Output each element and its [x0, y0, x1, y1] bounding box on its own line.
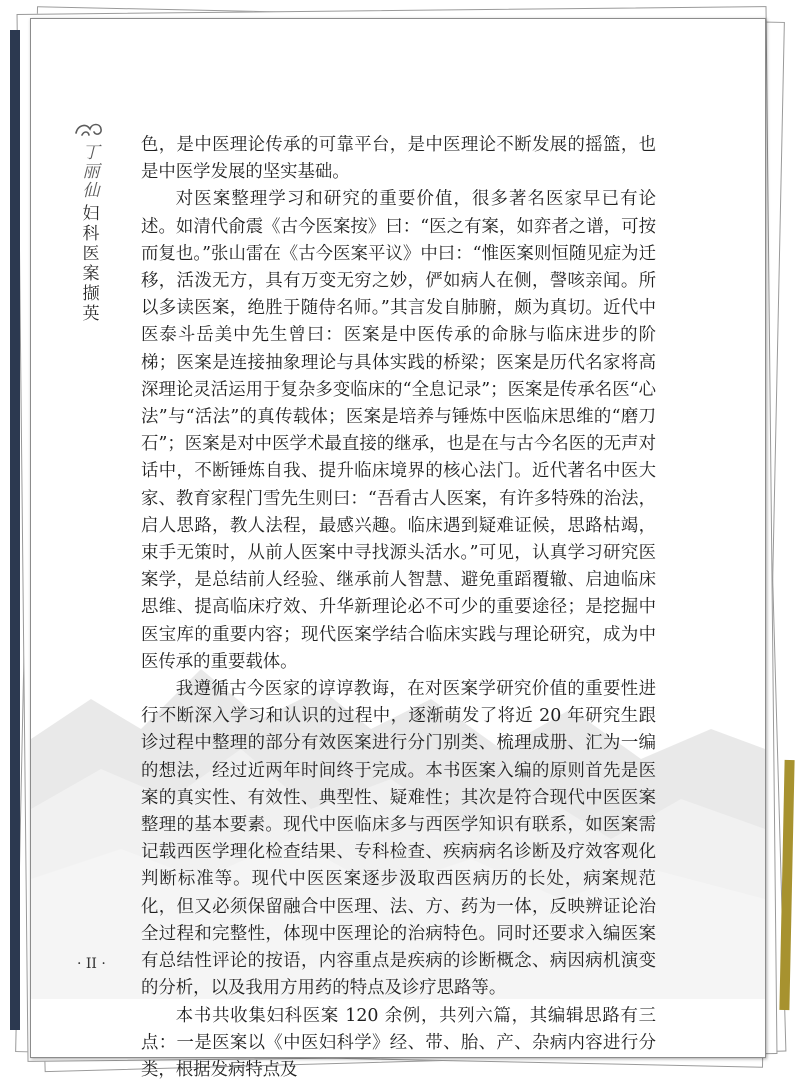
- running-header: [69, 119, 109, 324]
- header-author: 丁丽仙: [77, 143, 102, 200]
- body-text: [141, 132, 656, 1084]
- book-cover-edge: [10, 30, 20, 1030]
- header-book-title: 妇科医案撷英: [77, 204, 102, 324]
- cloud-ornament-icon: [74, 119, 104, 141]
- paragraph: 我遵循古今医家的谆谆教诲，在对医案学研究价值的重要性进行不断深入学习和认识的过程中，逐渐萌发了将近 20 年研究生跟诊过程中整理的部分有效医案进行分门别类、梳理成册、汇为一编的想法，经过近两年时间终于完成。本书医案入编的原则首先是医案的真实性、有效性、典型性、疑难性；其次是符合现代中医医案整理的基本要素。现代中医临床多与西医学知识有联系，如医案需记载西医学理化检查结果、专科检查、疾病病名诊断及疗效客观化判断标准等。现代中医医案逐步汲取西医病历的长处，病案规范化，但又必须保留融合中医理、法、方、药为一体，反映辨证论治全过程和完整性，体现中医理论的治病特色。同时还要求入编医案有总结性评论的按语，内容重点是疾病的诊断概念、病因病机演变的分析，以及我用方用药的特点及诊疗思路等。: [141, 676, 656, 1002]
- book-cover-edge: [779, 760, 794, 1010]
- document-page: [30, 18, 766, 1058]
- paragraph: 色，是中医理论传承的可靠平台，是中医理论不断发展的摇篮，也是中医学发展的坚实基础。: [141, 132, 656, 186]
- page-number: · II ·: [77, 956, 106, 972]
- paragraph: 本书共收集妇科医案 120 余例，共列六篇，其编辑思路有三点：一是医案以《中医妇科学》经、带、胎、产、杂病内容进行分类，根据发病特点及: [141, 1003, 656, 1084]
- paragraph: 对医案整理学习和研究的重要价值，很多著名医家早已有论述。如清代俞震《古今医案按》曰：“医之有案，如弈者之谱，可按而复也。”张山雷在《古今医案平议》中曰：“惟医案则恒随见症为迁移，活泼无方，具有万变无穷之妙，俨如病人在侧，謦咳亲闻。所以多读医案，绝胜于随侍名师。”其言发自肺腑，颇为真切。近代中医泰斗岳美中先生曾曰：医案是中医传承的命脉与临床进步的阶梯；医案是连接抽象理论与具体实践的桥梁；医案是历代名家将高深理论灵活运用于复杂多变临床的“全息记录”；医案是传承名医“心法”与“活法”的真传载体；医案是培养与锤炼中医临床思维的“磨刀石”；医案是对中医学术最直接的继承，也是在与古今名医的无声对话中，不断锤炼自我、提升临床境界的核心法门。近代著名中医大家、教育家程门雪先生则曰：“吾看古人医案，有许多特殊的治法，启人思路，教人法程，最感兴趣。临床遇到疑难证候，思路枯竭，束手无策时，从前人医案中寻找源头活水。”可见，认真学习研究医案学，是总结前人经验、继承前人智慧、避免重蹈覆辙、启迪临床思维、提高临床疗效、升华新理论必不可少的重要途径；是挖掘中医宝库的重要内容；现代医案学结合临床实践与理论研究，成为中医传承的重要载体。: [141, 186, 656, 676]
